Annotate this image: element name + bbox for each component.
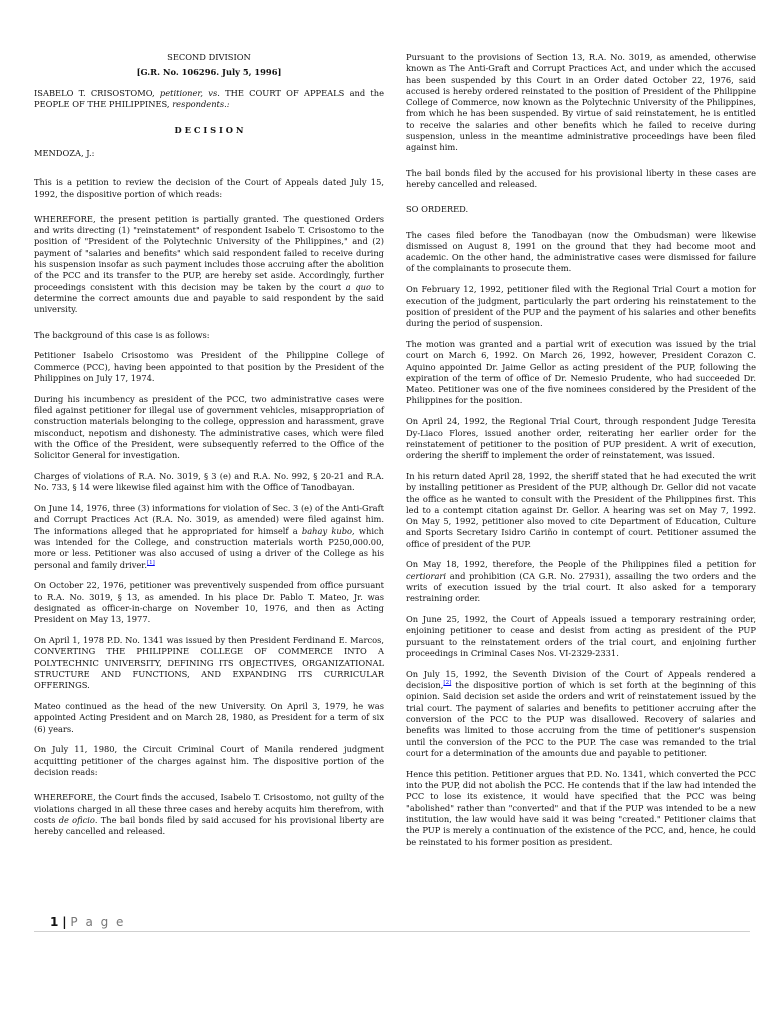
text-segment: On June 14, 1976, three (3) informations for violation of Sec. 3 (e) of the Anti-Graft and Corrupt Practices Act (R.A. No. 3019, as amended) were filed against him. The informations alleged that he appropriated for himself a [34, 503, 384, 536]
page-label: P a g e [70, 915, 126, 929]
paragraph: Charges of violations of R.A. No. 3019, § 3 (e) and R.A. No. 992, § 20-21 and R.A. No. 733, § 14 were likewise filed against him with the Office of Tanodbayan. [34, 471, 384, 493]
text-segment: On July 15, 1992, the Seventh Division of the Court of Appeals rendered a decision, [406, 668, 756, 691]
paragraph: On April 1, 1978 P.D. No. 1341 was issued by then President Ferdinand E. Marcos, CONVERTING THE PHILIPPINE COLLEGE OF COMMERCE INTO A POLYTECHNIC UNIVERSITY, DEFINING ITS OBJECTIVES, ORGANIZATIONAL STRUCTURE AND FUNCTIONS, AND EXPANDING ITS CURRICULAR OFFERINGS. [34, 635, 384, 691]
paragraph: The bail bonds filed by the accused for his provisional liberty in these cases are hereby cancelled and released. [406, 167, 756, 189]
page-footer [50, 915, 750, 929]
paragraph: On April 24, 1992, the Regional Trial Court, through respondent Judge Teresita Dy-Liaco Flores, issued another order, reiterating her earlier order for the reinstatement of petitioner to the position of PUP president. A writ of execution, ordering the sheriff to implement the order of reinstatement, was issued. [406, 416, 756, 461]
paragraph: On February 12, 1992, petitioner filed with the Regional Trial Court a motion for execution of the judgment, particularly the part ordering his reinstatement to the position of president of the PUP and the payment of his salaries and other benefits during the period of suspension. [406, 284, 756, 329]
footer-divider [34, 931, 750, 932]
paragraph: Petitioner Isabelo Crisostomo was President of the Philippine College of Commerce (PCC), having been appointed to that position by the President of the Philippines on July 17, 1974. [34, 350, 384, 383]
paragraph: This is a petition to review the decision of the Court of Appeals dated July 15, 1992, the dispositive portion of which reads: [34, 177, 384, 199]
footnote-link-2[interactable]: [2] [443, 680, 452, 687]
paragraph: The background of this case is as follows: [34, 329, 210, 340]
text-segment: and prohibition (CA G.R. No. 27931), assailing the two orders and the writs of execution issued by the trial court. It also asked for a temporary restraining order. [406, 570, 756, 604]
left-column [34, 52, 384, 847]
paragraph: Mateo continued as the head of the new University. On April 3, 1979, he was appointed Acting President and on March 28, 1980, as President for a term of six (6) years. [34, 701, 384, 734]
text-segment: On May 18, 1992, therefore, the People of the Philippines filed a petition for [406, 559, 756, 570]
quoted-judgment-continued: Pursuant to the provisions of Section 13, R.A. No. 3019, as amended, otherwise known as The Anti-Graft and Corrupt Practices Act, and under which the accused has been suspended by this Court in an Order dated October 22, 1976, said accused is hereby ordered reinstated to the position of President of the Philippine College of Commerce, now known as the Polytechnic University of the Philippines, from which he has been suspended. By virtue of said reinstatement, he is entitled to receive the salaries and other benefits which he failed to receive during suspension, unless in the meantime administrative proceedings have been filed against him. [406, 52, 756, 153]
paragraph: In his return dated April 28, 1992, the sheriff stated that he had executed the writ by installing petitioner as President of the PUP, although Dr. Gellor did not vacate the office as he wanted to consult with the President of the Philippines first. This led to a contempt citation against Dr. Gellor. A hearing was set on May 7, 1992. On May 5, 1992, petitioner also moved to cite Department of Education, Culture and Sports Secretary Isidro Cariño in contempt of court. Petitioner assumed the office of president of the PUP. [406, 470, 756, 549]
respondent-court: THE COURT OF APPEALS and the [225, 88, 384, 99]
right-column [406, 52, 756, 857]
italic-term: a quo [345, 281, 372, 292]
page-number: 1 [50, 915, 59, 929]
respondents-label: respondents.: [172, 99, 230, 110]
quoted-judgment [34, 792, 384, 837]
so-ordered: SO ORDERED. [406, 204, 469, 215]
text-segment: . The bail bonds filed by said accused for his provisional liberty are hereby cancelled and released. [34, 814, 385, 837]
text-segment: the dispositive portion of which is set forth at the beginning of this opinion. Said decision set aside the orders and writ of reinstatement issued by the trial court. The payment of salaries and benefits to petitioner accruing after the conversion of the PCC to the PUP was disallowed. Recovery of salaries and benefits was limited to those accruing from the time of petitioner's suspension until the conversion of the PCC to the PUP. The case was remanded to the trial court for a determination of the amounts due and payable to petitioner. [406, 680, 757, 758]
division-heading: SECOND DIVISION [167, 52, 251, 62]
petitioner-label: petitioner, vs. [159, 88, 220, 99]
paragraph [34, 503, 384, 571]
ponente: MENDOZA, J.: [34, 147, 95, 158]
italic-term: de oficio [58, 814, 95, 825]
text-segment: WHEREFORE, the present petition is partially granted. The questioned Orders and writs directing (1) "reinstatement" of respondent Isabelo T. Crisostomo to the position of "President of the Polytechnic University of the Philippines," and (2) payment of "salaries and benefits" which said respondent failed to receive during his suspension insofar as such payment includes those accruing after the abolition of the PCC and its transfer to the PUP, are hereby set aside. Accordingly, further proceedings consistent with this decision may be taken by the court [34, 213, 384, 292]
italic-term: certiorari [406, 570, 447, 581]
italic-term: bahay kubo, [301, 525, 355, 536]
paragraph: During his incumbency as president of the PCC, two administrative cases were filed against petitioner for illegal use of government vehicles, misappropriation of construction materials belonging to the college, oppression and harassment, grave misconduct, nepotism and dishonesty. The administrative cases, which were filed with the Office of the President, were subsequently referred to the Office of the Solicitor General for investigation. [34, 393, 384, 461]
case-parties [34, 88, 384, 111]
paragraph: On July 11, 1980, the Circuit Criminal Court of Manila rendered judgment acquitting petitioner of the charges against him. The dispositive portion of the decision reads: [34, 744, 384, 778]
respondent-people: PEOPLE OF THE PHILIPPINES, [34, 99, 170, 110]
quoted-dispositive [34, 214, 384, 316]
paragraph [406, 559, 756, 604]
paragraph [406, 669, 756, 759]
text-segment: which was intended for the College, and construction materials worth P250,000.00, more or less. Petitioner was also accused of using a driver of the College as his personal and family driver. [34, 525, 385, 570]
paragraph: On October 22, 1976, petitioner was preventively suspended from office pursuant to R.A. No. 3019, § 13, as amended. In his place Dr. Pablo T. Mateo, Jr. was designated as officer-in-charge on November 10, 1976, and then as Acting President on May 13, 1977. [34, 580, 384, 625]
case-number: [G.R. No. 106296. July 5, 1996] [136, 67, 282, 78]
paragraph: On June 25, 1992, the Court of Appeals issued a temporary restraining order, enjoining petitioner to cease and desist from acting as president of the PUP pursuant to the reinstatement orders of the trial court, and enjoining further proceedings in Criminal Cases Nos. VI-2329-2331. [406, 614, 756, 659]
text-segment: WHEREFORE, the Court finds the accused, Isabelo T. Crisostomo, not guilty of the violations charged in all these three cases and hereby acquits him therefrom, with costs [34, 792, 384, 825]
paragraph: The motion was granted and a partial writ of execution was issued by the trial court on March 6, 1992. On March 26, 1992, however, President Corazon C. Aquino appointed Dr. Jaime Gellor as acting president of the PUP, following the expiration of the term of office of Dr. Nemesio Prudente, who had succeeded Dr. Mateo. Petitioner was one of the five nominees considered by the President of the Philippines for the position. [406, 338, 756, 406]
text-segment: to determine the correct amounts due and payable to said respondent by the said university. [34, 281, 385, 315]
petitioner-name: ISABELO T. CRISOSTOMO, [34, 88, 155, 99]
paragraph: The cases filed before the Tanodbayan (now the Ombudsman) were likewise dismissed on August 8, 1991 on the ground that they had become moot and academic. On the other hand, the administrative cases were dismissed for failure of the complainants to prosecute them. [406, 229, 756, 274]
decision-heading: D E C I S I O N [174, 124, 244, 135]
footer-separator: | [62, 915, 67, 929]
paragraph: Hence this petition. Petitioner argues that P.D. No. 1341, which converted the PCC into the PUP, did not abolish the PCC. He contends that if the law had intended the PCC to lose its existence, it would have specified that the PCC was being "abolished" rather than "converted" and that if the PUP was intended to be a new institution, the law would have said it was being "created." Petitioner claims that the PUP is merely a continuation of the existence of the PCC, and, hence, he could be reinstated to his former position as president. [406, 768, 756, 847]
footnote-link-1[interactable]: [1] [147, 559, 155, 566]
